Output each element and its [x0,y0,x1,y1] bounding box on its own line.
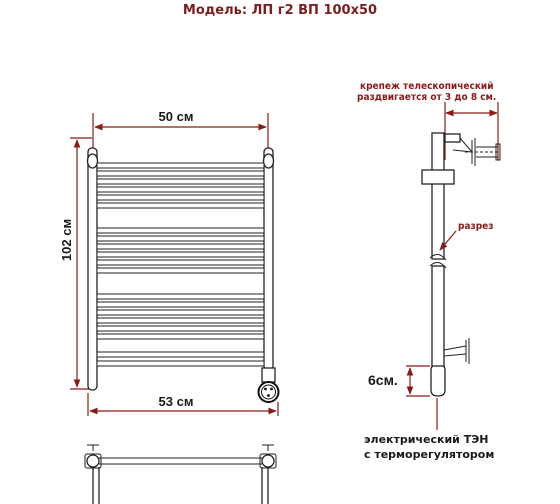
side-pipe-lower [432,266,444,370]
heater-note-line2: с терморегулятором [364,448,495,461]
wall-bracket-top [445,134,500,166]
top-view-left-post [87,455,99,467]
height-label: 102 см [59,218,74,262]
rungs [97,163,264,366]
mount-note-line1: крепеж телескопический [360,81,494,92]
heater-note-line1: электрический ТЭН [364,433,489,446]
top-view [85,445,276,504]
pipe-clamp [422,170,454,184]
left-upright [88,148,97,390]
right-upright [264,148,273,370]
top-width-label: 50 см [158,109,194,124]
left-top-cap [88,154,98,168]
side-pipe-upper [432,133,444,259]
section-note: разрез [458,221,494,232]
mount-note-line2: раздвигается от 3 до 8 см. [357,92,497,103]
side-view [357,81,500,461]
top-view-right-post [262,455,274,467]
bottom-width-label: 53 см [158,394,194,409]
heater-element-icon [431,366,445,396]
front-view [59,109,279,416]
model-title: Модель: ЛП г2 ВП 100х50 [182,3,378,18]
heater-knob-icon [259,368,279,402]
heater-offset-label: 6см. [368,372,398,388]
wall-bracket-bottom [444,338,469,364]
right-top-cap [264,154,274,168]
